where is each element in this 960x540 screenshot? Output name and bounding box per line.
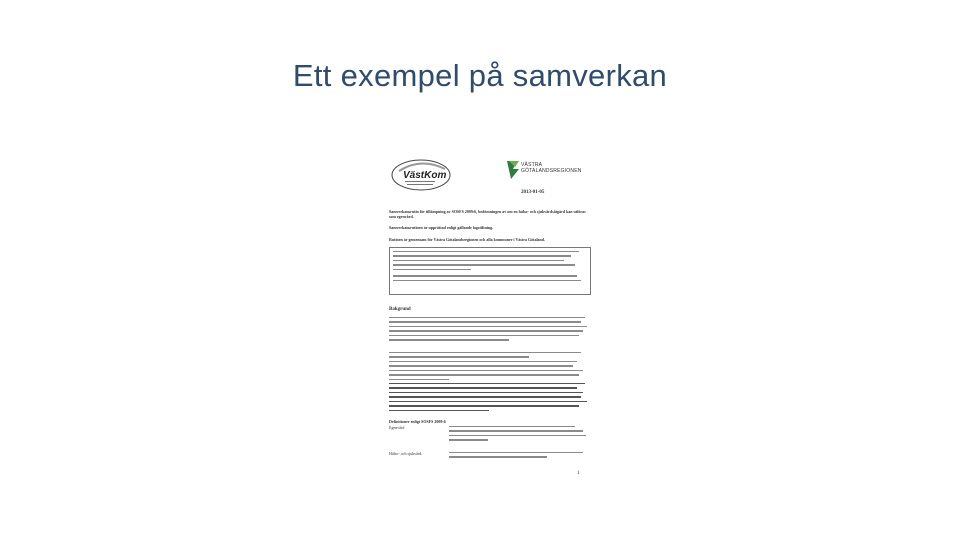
egenvard-label: Egenvård [389, 425, 405, 430]
document-image [383, 155, 595, 485]
vgr-logo-text: VÄSTRA GÖTALANDSREGIONEN [521, 162, 582, 174]
halso-label: Hälso- och sjukvård: [389, 451, 423, 456]
halso-definition [449, 452, 589, 461]
document-subheading-2: Rutinen är gemensam för Västra Götalandsregionen och alla kommuner i Västra Götaland. [389, 237, 546, 242]
svg-text:VästKom: VästKom [403, 170, 447, 181]
document-heading: Samverkansrutin för tillämpning av SOSFS 2009:6, bedömningen av om en hälso- och sjukvårdsåtgärd kan utföras som egenvård. [389, 209, 586, 219]
document-date: 2013-01-05 [521, 190, 545, 195]
definitions-label: Definitioner enligt SOSFS 2009:6 [389, 419, 446, 424]
vastkom-logo [389, 157, 453, 193]
bakgrund-paragraph-3 [389, 383, 589, 414]
bakgrund-paragraph-2 [389, 352, 589, 383]
slide-title: Ett exempel på samverkan [292, 58, 668, 93]
bakgrund-paragraph-1 [389, 317, 589, 344]
section-bakgrund: Bakgrund [389, 307, 411, 312]
egenvard-definition [449, 426, 589, 444]
document-subheading-1: Samverkansrutinen är upprättad enligt gällande lagstiftning. [389, 225, 494, 230]
page-number: 1 [577, 471, 580, 476]
document-boxed-section [389, 247, 591, 295]
